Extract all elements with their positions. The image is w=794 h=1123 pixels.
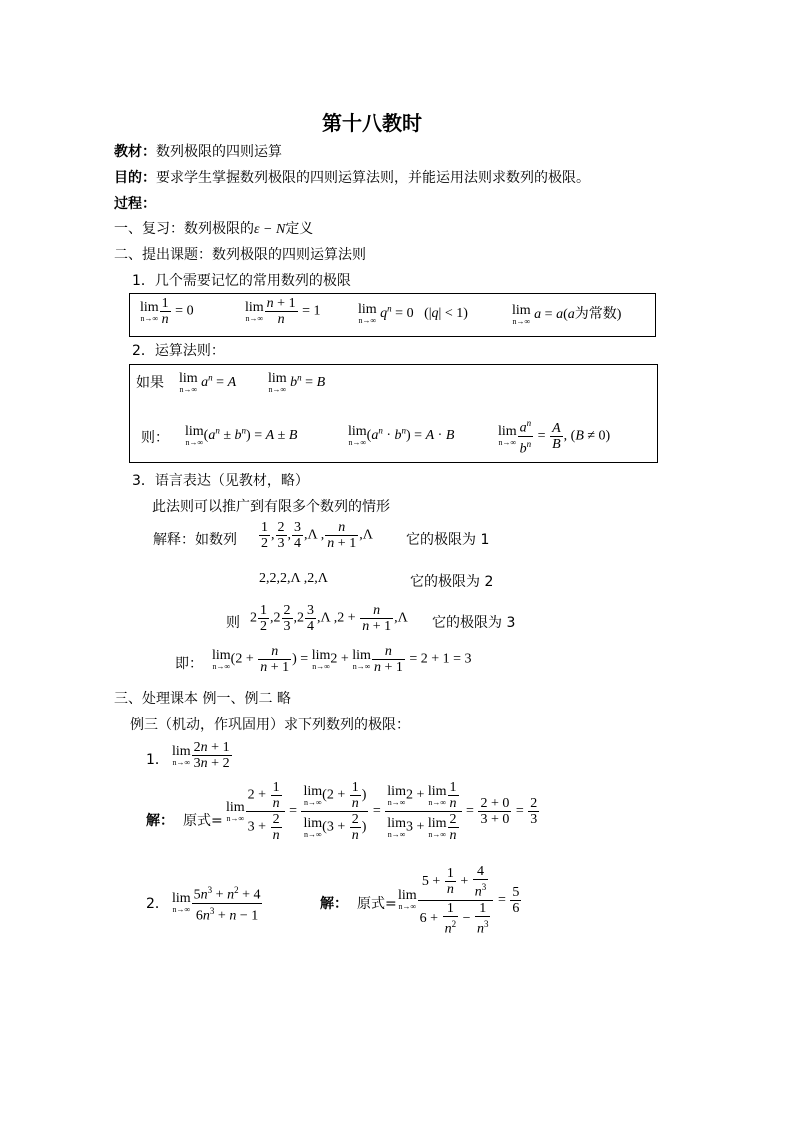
jiaocai-label: 教材： [114,144,156,160]
guocheng-label: 过程： [114,196,156,212]
sequence-3: 2 $\frac{1}{2}$ ,2 $\frac{2}{3}$ ,2 $\frac{3}{4}$ ,Λ ,2 + $\frac{n}{n + 1}$ ,Λ [250,603,408,634]
problem-1-number: 1． [146,752,169,768]
ze2-text: 则 [226,615,240,631]
sequence-2: 2,2,2,Λ ,2,Λ [259,571,328,586]
jiaocai-line [114,141,282,161]
problem-2-number: 2． [146,896,169,912]
yuanshi-1: 原式= [183,813,223,829]
solution-1-expression: lim n→∞ 2 + $\frac{1}{n}$ 3 + $\frac{2}{n}$ = lim n→∞ (2 + $\frac{1}{n}$ ) lim n→∞ (3 + $\frac{2}{n}$ ) = lim n→∞ 2 + lim n→∞ $\frac{1}{n}$ lim n→∞ 3 + lim n→∞ $\frac{2}{n}$ = $\frac{2 + 0}{3 + 0}$ = $\frac{2}{3}$ [226,780,538,843]
limit-1-text: 它的极限为 1 [406,532,490,548]
limit-q-power-n: lim n→∞ $q^n = 0$ (|q| < 1) [358,302,468,325]
solution-2-label: 解： [320,896,348,912]
section-3: 三、处理课本 例一、例二 略 [114,691,291,707]
rule-quotient: lim n→∞ $\frac{a^n}{b^n}$ = $\frac{A}{B}$ , (B ≠ 0) [498,418,611,457]
mudi-line [114,167,590,187]
limit-1-over-n: lim n→∞ $\frac{1}{n}$ = 0 [140,296,194,327]
page-title: 第十八教时 [322,111,422,135]
limit-constant: lim n→∞ a = a(a为常数) [512,302,622,326]
section-1-post: 定义 [285,221,314,237]
item-2: 2．运算法则： [132,343,225,359]
item-1: 1．几个需要记忆的常用数列的极限 [132,273,351,289]
epsilon-n: ε − N [254,222,286,237]
mudi-label: 目的： [114,170,156,186]
yuanshi-2: 原式= [357,896,397,912]
limit-2-text: 它的极限为 2 [410,574,494,590]
problem-1-expression: lim n→∞ $\frac{2n + 1}{3n + 2}$ [172,740,230,771]
lim-a-equals-A: lim n→∞ $a^n = A$ [179,371,237,394]
solution-1-label: 解： [146,813,174,829]
section-2: 二、提出课题：数列极限的四则运算法则 [114,247,366,263]
problem-2-expression: lim n→∞ $\frac{5n^3 + n^2 + 4}{6n^3 + n - 1}$ [172,885,261,924]
lim-b-equals-B: lim n→∞ $b^n = B$ [268,371,326,394]
jiaocai-text: 数列极限的四则运算 [156,144,282,160]
extension-text: 此法则可以推广到有限多个数列的情形 [152,499,390,515]
ruguo-text: 如果 [136,375,164,391]
jieshi-text: 解释：如数列 [153,532,237,548]
ji-text: 即： [175,656,203,672]
mudi-text: 要求学生掌握数列极限的四则运算法则，并能运用法则求数列的极限。 [156,170,590,186]
example-3: 例三（机动，作巩固用）求下列数列的极限： [130,717,410,733]
sequence-1: $\frac{1}{2}$ , $\frac{2}{3}$ , $\frac{3}{4}$ ,Λ , $\frac{n}{n + 1}$ ,Λ [261,520,373,551]
section-1-pre: 一、复习：数列极限的 [114,221,254,237]
limit-n-plus-1-over-n: lim n→∞ $\frac{n + 1}{n}$ = 1 [245,296,321,327]
constant-text: 为常数 [574,307,617,322]
limit-3-text: 它的极限为 3 [432,615,516,631]
limit-sum-equation: lim n→∞ (2 + $\frac{n}{n + 1}$ ) = lim n→∞ 2 + lim n→∞ $\frac{n}{n + 1}$ = 2 + 1 = 3 [212,644,472,675]
rule-product: lim n→∞ $(a^n \cdot b^n) = A \cdot B$ [348,424,455,447]
solution-2-expression: lim n→∞ 5 + $\frac{1}{n}$ + $\frac{4}{n^3}$ 6 + $\frac{1}{n^2}$ − $\frac{1}{n^3}$ = $\frac{5}{6}$ [398,864,520,937]
item-3: 3．语言表达（见教材，略） [132,473,309,489]
ze-text: 则： [141,430,169,446]
rule-sum: lim n→∞ $(a^n \pm b^n) = A \pm B$ [185,424,298,447]
section-1 [114,218,313,238]
